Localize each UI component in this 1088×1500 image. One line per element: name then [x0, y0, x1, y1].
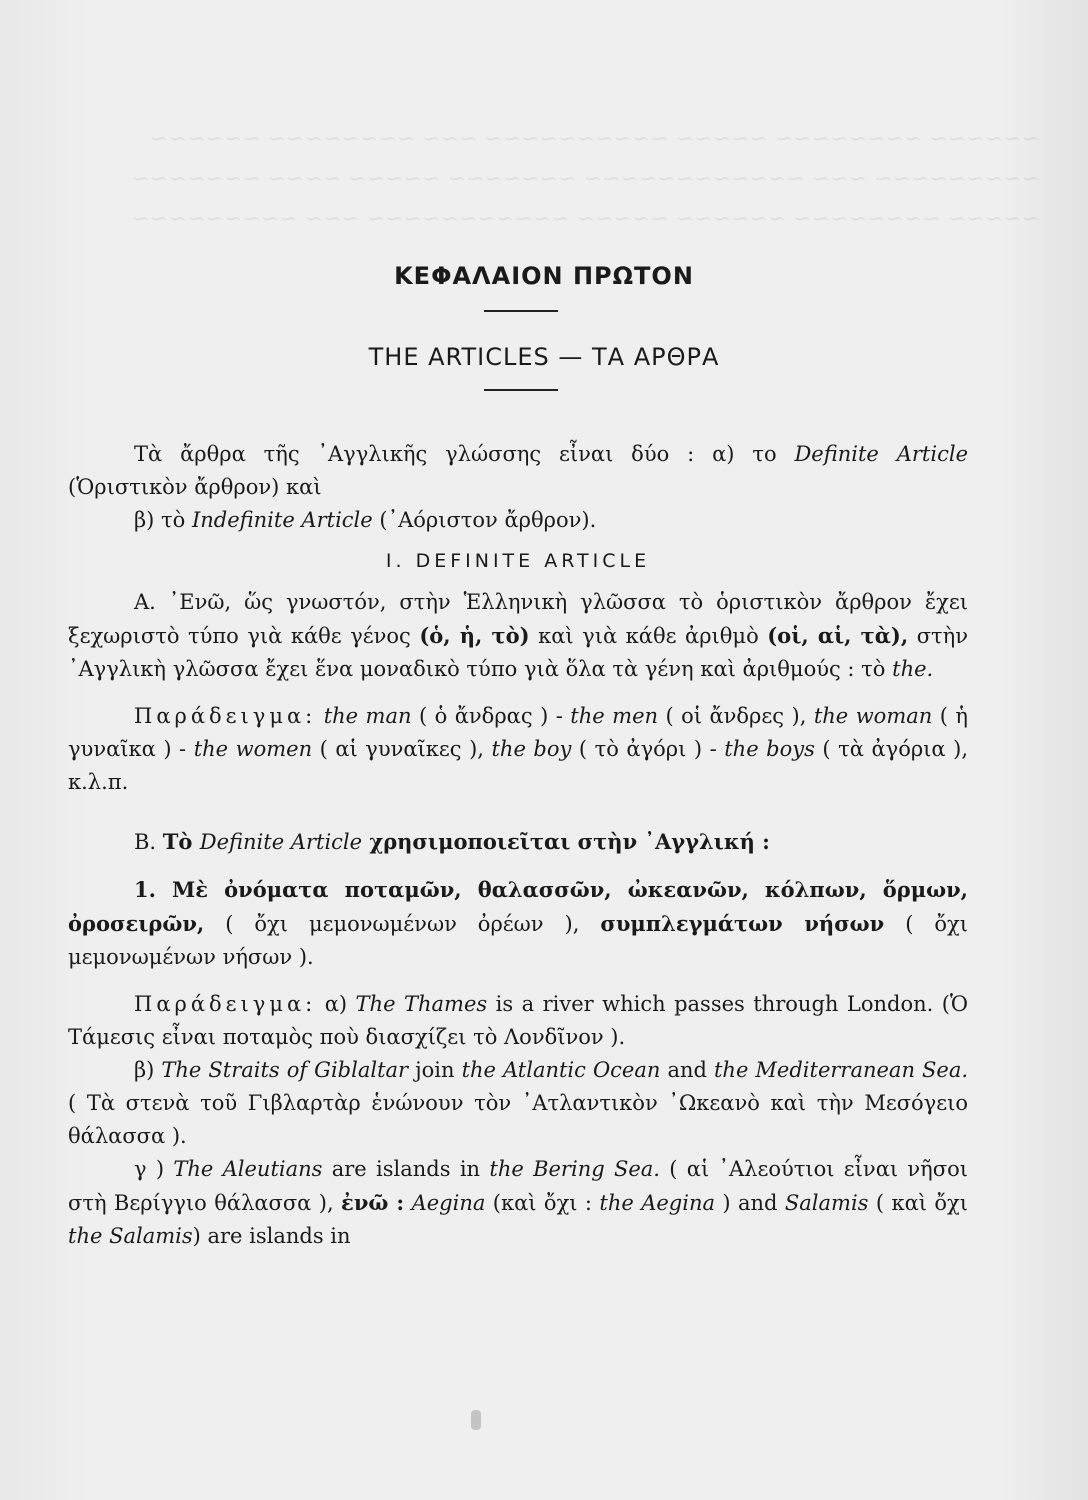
para-term: Definite Article	[199, 830, 363, 854]
example-term: The Aleutians	[173, 1157, 323, 1181]
example-text: join	[408, 1058, 462, 1082]
example-term: the man	[323, 704, 412, 728]
example-1	[68, 988, 968, 1054]
example-label: Παράδειγμα:	[134, 704, 317, 728]
example-term: Aegina	[411, 1191, 486, 1215]
example-text: ( ἡ γυναῖκα ) -	[68, 704, 968, 761]
rule-1	[68, 873, 968, 974]
example-term: the Bering Sea.	[489, 1157, 660, 1181]
example-text: γ )	[134, 1157, 174, 1181]
rule-text: ( ὄχι μεμονωμένων ὀρέων ),	[204, 912, 601, 936]
example-text: ( οἱ ἄνδρες ),	[658, 704, 814, 728]
example-text: ( αἱ ᾿Αλεούτιοι εἶναι νῆσοι στὴ Βερίγγιο θάλασσα ),	[68, 1157, 968, 1215]
example-text: are islands in	[322, 1157, 490, 1181]
intro-term: Indefinite Article	[191, 508, 373, 532]
example-text: ( καὶ ὄχι	[868, 1191, 968, 1215]
example-text: ( τὰ ἀγόρια ), κ.λ.π.	[68, 737, 968, 794]
example-text: ( τὸ ἀγόρι ) -	[571, 737, 725, 761]
example-text	[404, 1191, 411, 1215]
intro-text: (᾿Αόριστον ἄρθρον).	[372, 508, 597, 532]
example-term: the Mediterranean Sea.	[713, 1058, 969, 1082]
paragraph-b	[68, 825, 968, 859]
example-term: the Atlantic Ocean	[461, 1058, 661, 1082]
title-rule	[484, 310, 558, 312]
example-text: ) and	[715, 1191, 785, 1215]
intro-text: Τὰ ἄρθρα τῆς ᾿Αγγλικῆς γλώσσης εἶναι δύο : α) το	[134, 442, 795, 466]
intro-paragraph-2	[68, 504, 968, 537]
example-text: ( ὁ ἄνδρας ) -	[411, 704, 571, 728]
example-term: The Thames	[355, 992, 488, 1016]
example-text: and	[660, 1058, 714, 1082]
example-text: ) are islands in	[192, 1224, 351, 1248]
example-term: the woman	[813, 704, 933, 728]
example-term: the boy	[491, 737, 572, 761]
para-bold: Τὸ	[162, 829, 200, 854]
intro-text: (Ὁριστικὸν ἄρθρον) καὶ	[68, 475, 322, 499]
intro-paragraph	[68, 438, 968, 504]
example-term: the women	[193, 737, 313, 761]
example-text: α)	[316, 992, 356, 1016]
page-body	[68, 438, 968, 1253]
chapter-subtitle: THE ARTICLES — ΤΑ ΑΡΘΡΑ	[368, 343, 720, 371]
para-bold: (ὁ, ἡ, τὸ)	[419, 623, 530, 648]
rule-bold: συμπλεγμάτων νήσων	[600, 911, 885, 936]
paragraph-a	[68, 586, 968, 686]
example-beta	[68, 1054, 968, 1153]
para-text: Β.	[134, 830, 163, 854]
example-text: (καὶ ὄχι :	[485, 1191, 600, 1215]
example-gamma	[68, 1153, 968, 1253]
para-text: στὴν ᾿Αγγλικὴ γλῶσσα ἔχει ἕνα μοναδικὸ τύπο γιὰ ὅλα τὰ γένη καὶ ἀριθμούς : τὸ	[68, 624, 968, 681]
example-bold: ἐνῶ :	[341, 1190, 405, 1215]
example-term: The Straits of Giblaltar	[161, 1058, 409, 1082]
subtitle-rule	[484, 389, 558, 391]
bleed-through-text: ~~~~~~ ~~~~~~~~ ~~~~~ ~~~~~~~~~~ ~~~ ~~~~~~~~ ~~~~~~ ~~~~~~~~~ ~~~ ~~~~~~~~~~~~ ~~~~~~~ ~~~~~ ~~~~ ~~~~~~~ ~~~~~ ~~~~~~~~ ~~~~~~ ~~~~~ ~~~~~~~~~~~ ~~~ ~~~~~~~~~	[131, 127, 1040, 232]
example-term: Salamis	[784, 1191, 869, 1215]
rule-text: ( ὄχι μεμονωμένων νήσων ).	[68, 912, 968, 969]
example-term: the boys	[724, 737, 815, 761]
example-term: the Salamis	[68, 1224, 193, 1248]
example-text: ( αἱ γυναῖκες ),	[312, 737, 492, 761]
ink-mark	[471, 1410, 481, 1430]
para-bold: (οἱ, αἱ, τὰ),	[767, 623, 909, 648]
intro-text: β) τὸ	[134, 508, 192, 532]
chapter-title: ΚΕΦΑΛΑΙΟΝ ΠΡΩΤΟΝ	[394, 262, 694, 290]
example-term: the Aegina	[599, 1191, 715, 1215]
para-term: the.	[892, 657, 934, 681]
example-text: ( Τὰ στενὰ τοῦ Γιβλαρτὰρ ἑνώνουν τὸν ᾿Ατλαντικὸν ᾿Ωκεανὸ καὶ τὴν Μεσόγειο θάλασσα ).	[68, 1091, 968, 1148]
example-text: β)	[134, 1058, 162, 1082]
intro-term: Definite Article	[794, 442, 968, 466]
para-bold: χρησιμοποιεῖται στὴν ᾿Αγγλική :	[362, 829, 770, 854]
example-text: is a river which passes through London. (Ὁ Τάμεσις εἶναι ποταμὸς ποὺ διασχίζει τὸ Λονδῖνον ).	[68, 992, 968, 1049]
section-heading: I. DEFINITE ARTICLE	[385, 550, 651, 572]
rule-bold: 1. Μὲ ὀνόματα ποταμῶν, θαλασσῶν, ὠκεανῶν, κόλπων, ὅρμων, ὀροσειρῶν,	[68, 877, 968, 936]
para-text: Α. ᾿Ενῶ, ὥς γνωστόν, στὴν Ἑλληνικὴ γλῶσσα τὸ ὁριστικὸν ἄρθρον ἔχει ξεχωριστὸ τύπο γιὰ κάθε γένος	[68, 590, 968, 648]
para-text: καὶ γιὰ κάθε ἀριθμὸ	[529, 624, 768, 648]
example-term: the men	[570, 704, 659, 728]
example-a	[68, 700, 968, 799]
example-label: Παράδειγμα:	[134, 992, 317, 1016]
